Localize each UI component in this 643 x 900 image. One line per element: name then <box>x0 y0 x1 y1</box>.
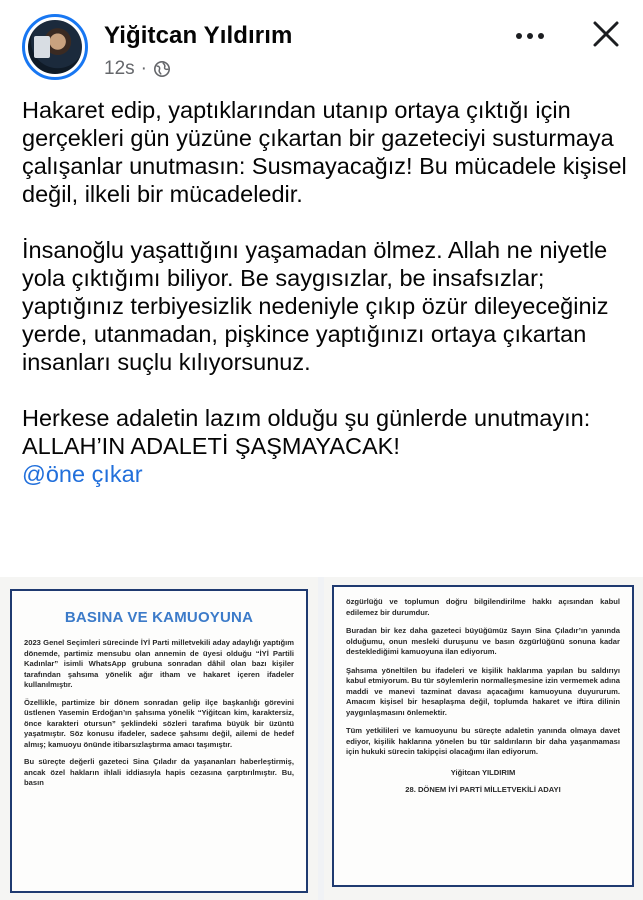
statement-paragraph: Bu süreçte değerli gazeteci Sina Çıladır da yaşananları haberleştirmiş, ancak özel hakların ihlali iddiasıyla hapis cezasına çarptırılmıştır. Bu, basın <box>24 757 294 787</box>
post-header <box>0 0 643 90</box>
post-paragraph: Hakaret edip, yaptıklarından utanıp ortaya çıktığı için gerçekleri gün yüzüne çıkartan bir gazeteciyi susturmaya çalışanlar unutmasın: Susmayacağız! Bu mücadele kişisel değil, ilkeli bir mücadeledir. <box>22 97 627 207</box>
avatar[interactable] <box>22 14 88 80</box>
statement-title: BASINA VE KAMUOYUNA <box>64 609 254 626</box>
more-dot <box>516 33 522 39</box>
statement-paragraph: Buradan bir kez daha gazeteci büyüğümüz Sayın Sina Çıladır’ın yanında olduğumu, onun mesleki duruşunu ve basın özgürlüğünü sonuna kadar desteklediğimi kamuoyuna ilan ediyorum. <box>346 626 620 656</box>
more-dot <box>538 33 544 39</box>
statement-paragraph: 2023 Genel Seçimleri sürecinde İYİ Parti milletvekili aday adaylığı yaptığım dönemde, partimiz mensubu olan annemin de üyesi olduğu “İYİ Partili Kadınlar” isimli WhatsApp grubuna sonradan dâhil olan bazı kişiler tarafından şahsıma yönelik ağır itham ve hakaret içeren ifadeler kullanılmıştır. <box>24 638 294 689</box>
close-icon[interactable] <box>588 16 624 52</box>
post-images <box>0 577 643 900</box>
hashtag-link[interactable]: @öne çıkar <box>22 461 143 487</box>
post-image-right[interactable] <box>324 577 643 900</box>
post-paragraph: İnsanoğlu yaşattığını yaşamadan ölmez. Allah ne niyetle yola çıktığımı biliyor. Be saygısızlar, be insafsızlar; yaptığınız terbiyesizlik nedeniyle çıkıp özür dileyeceğiniz yerde, utanmadan, pişkince yaptığınızı ortaya çıkartan insanları suçlu kılıyorsunuz. <box>22 237 609 375</box>
statement-paragraph: Tüm yetkilileri ve kamuoyunu bu süreçte adaletin yanında olmaya davet ediyor, kişilik haklarına yönelen bu tür saldırıların bir daha yaşanmaması için hukuki sürecin takipçisi olacağımı ilan ediyorum. <box>346 726 620 756</box>
meta-separator: · <box>140 58 147 79</box>
author-name[interactable]: Yiğitcan Yıldırım <box>104 22 293 49</box>
statement-page-2 <box>332 585 634 887</box>
globe-icon <box>153 60 171 78</box>
signature-name: Yiğitcan YILDIRIM <box>450 767 516 777</box>
statement-paragraph: özgürlüğü ve toplumun doğru bilgilendirilme hakkı açısından kabul edilemez bir durumdur. <box>346 597 620 617</box>
post-meta <box>104 58 171 80</box>
statement-paragraph: Şahsıma yöneltilen bu ifadeleri ve kişilik haklarıma yapılan bu saldırıyı kabul etmiyorum. Bu tür söylemlerin normalleşmesine izin vermemek adına maddi ve manevi tazminat davası açacağımı kamuoyuna duyururum. Amacım kişisel bir hesaplaşma değil, toplumda hakaret ve iftira dilinin yaygınlaşmasını önlemektir. <box>346 665 620 717</box>
post-paragraph: Herkese adaletin lazım olduğu şu günlerde unutmayın: ALLAH’IN ADALETİ ŞAŞMAYACAK! <box>22 405 591 459</box>
more-options-button[interactable] <box>510 22 550 50</box>
profile-photo <box>28 20 82 74</box>
post-time[interactable]: 12s <box>104 58 135 79</box>
post-text <box>22 96 632 488</box>
post-image-left[interactable] <box>0 577 318 900</box>
signature-title: 28. DÖNEM İYİ PARTİ MİLLETVEKİLİ ADAYI <box>405 784 561 794</box>
statement-paragraph: Özellikle, partimize bir dönem sonradan gelip ilçe başkanlığı görevini üstlenen Yasemin Erdoğan’ın şahsıma yönelik “Yiğitcan kim, karaktersiz, önce karakteri otursun” şeklindeki sözleri tarafıma büyük bir üzüntü yaşatmıştır. Söz konusu ifadeler, sadece şahsımı değil, ailemi de hedef almış; kamuoyu önünde itibarsızlaştırma amacı taşımıştır. <box>24 697 294 749</box>
statement-page-1 <box>10 589 308 893</box>
more-dot <box>527 33 533 39</box>
